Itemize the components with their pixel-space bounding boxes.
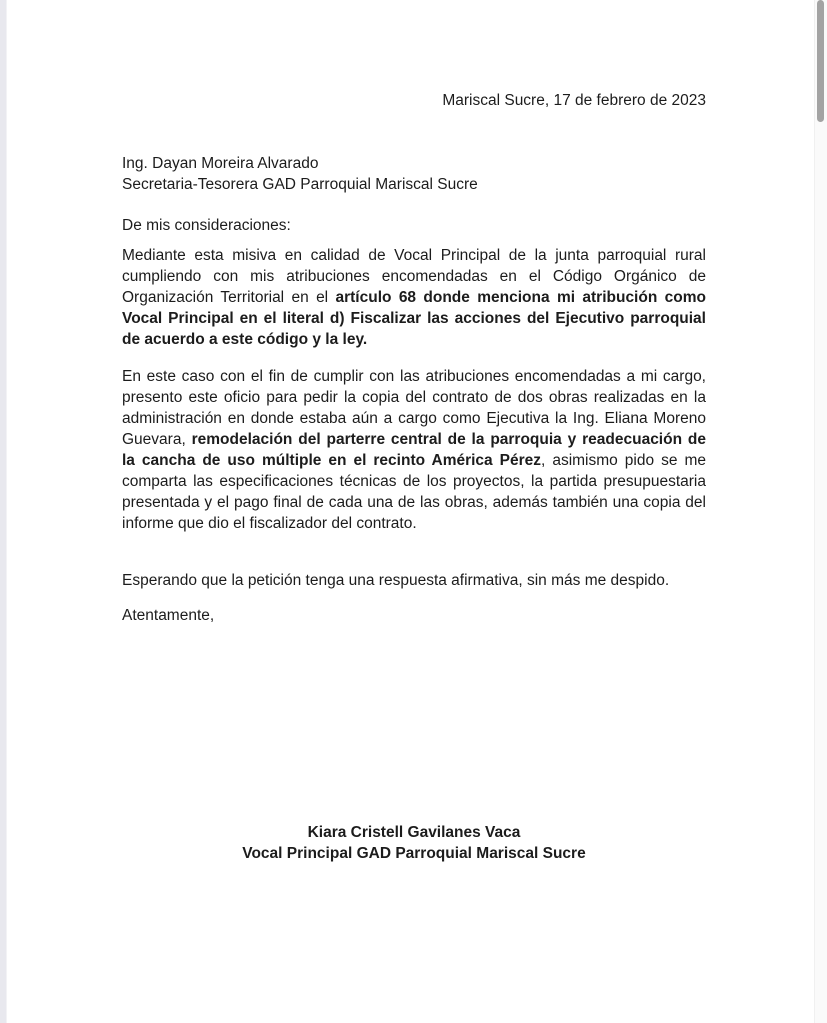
- recipient-block: [122, 153, 706, 195]
- signature-block: [122, 822, 706, 864]
- paragraph-request: [122, 366, 706, 534]
- salutation: De mis consideraciones:: [122, 217, 291, 234]
- signature-title: Vocal Principal GAD Parroquial Mariscal Sucre: [242, 844, 586, 862]
- recipient-name: Ing. Dayan Moreira Alvarado: [122, 155, 319, 172]
- page-edge-strip: [0, 0, 7, 1023]
- scrollbar-track[interactable]: [814, 0, 827, 1023]
- paragraph1-bold-text: artículo 68 donde menciona mi atribución como Vocal Principal en el literal d) Fiscalizar las acciones del Ejecutivo parroquial de acuerdo a este código y la ley.: [122, 289, 706, 348]
- valediction: Atentamente,: [122, 606, 215, 624]
- paragraph2-bold-text: remodelación del parterre central de la parroquia y readecuación de la cancha de uso múltiple en el recinto América Pérez: [122, 430, 706, 469]
- recipient-title: Secretaria-Tesorera GAD Parroquial Mariscal Sucre: [122, 176, 478, 193]
- paragraph1-normal-text: Mediante esta misiva en calidad de Vocal Principal de la junta parroquial rural cumpliendo con mis atribuciones encomendadas en el Código Orgánico de Organización Territorial en el: [122, 247, 706, 306]
- closing-line: Esperando que la petición tenga una respuesta afirmativa, sin más me despido.: [122, 571, 670, 589]
- signature-name: Kiara Cristell Gavilanes Vaca: [307, 823, 521, 841]
- paragraph2-normal-start-text: En este caso con el fin de cumplir con las atribuciones encomendadas a mi cargo, presento este oficio para pedir la copia del contrato de dos obras realizadas en la administración en donde estaba aún a cargo como Ejecutiva la Ing. Eliana Moreno Guevara,: [122, 367, 706, 448]
- scrollbar-thumb[interactable]: [817, 0, 824, 122]
- paragraph-attributions: [122, 245, 706, 350]
- letter-date: Mariscal Sucre, 17 de febrero de 2023: [442, 92, 706, 109]
- letter-body: [122, 0, 706, 864]
- paragraph2-normal-end-text: , asimismo pido se me comparta las especificaciones técnicas de los proyectos, la partida presupuestaria presentada y el pago final de cada una de las obras, además también una copia del informe que dio el fiscalizador del contrato.: [122, 451, 706, 532]
